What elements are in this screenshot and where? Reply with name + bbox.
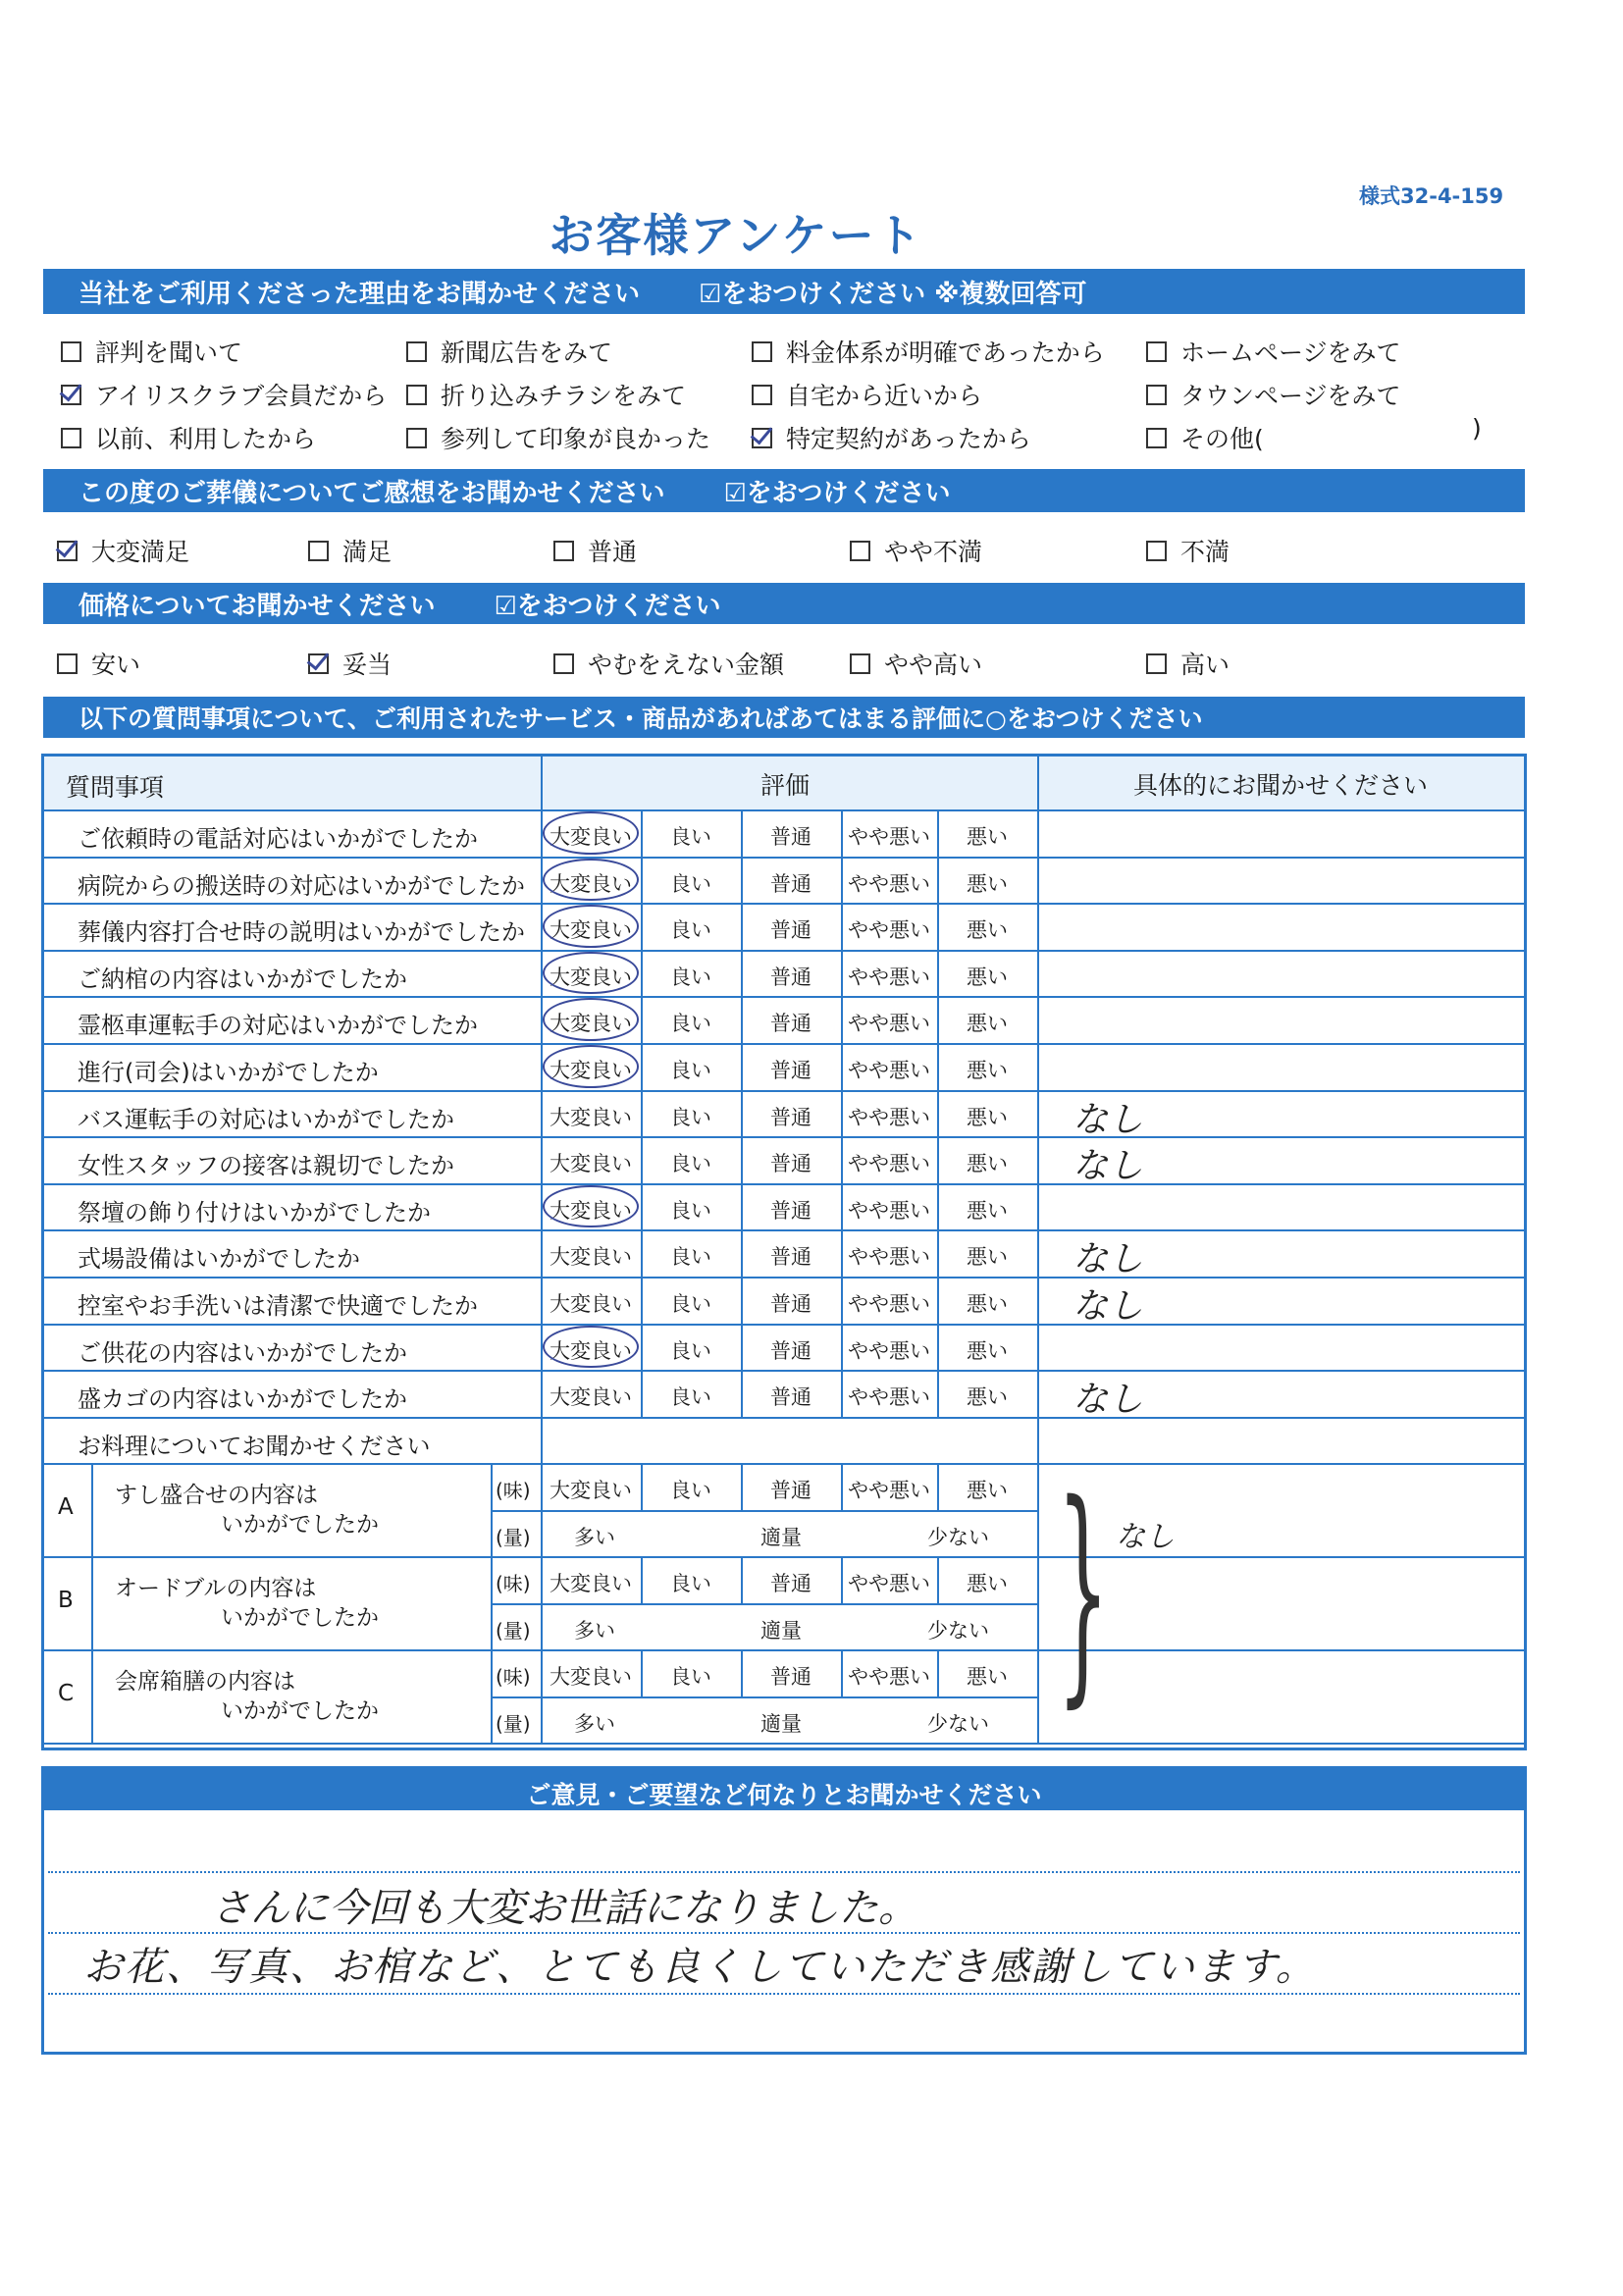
rating-section-header xyxy=(43,697,1525,738)
rating-option[interactable]: やや悪い xyxy=(848,1338,930,1363)
option-item[interactable] xyxy=(1146,377,1401,412)
impression-heading: この度のご葬儀についてご感想をお聞かせください xyxy=(79,478,665,508)
grid-line xyxy=(44,1324,1524,1326)
grid-line xyxy=(44,1229,1524,1231)
grid-line xyxy=(44,1136,1524,1138)
rating-option[interactable]: 悪い xyxy=(967,1152,1008,1176)
option-item[interactable] xyxy=(553,646,784,681)
grid-line xyxy=(44,1370,1524,1372)
food-question: いかがでしたか xyxy=(221,1512,379,1539)
checkbox[interactable] xyxy=(1146,541,1167,561)
option-label: 料金体系が明確であったから xyxy=(786,339,1105,367)
option-item[interactable] xyxy=(57,533,189,568)
rating-option[interactable]: 普通 xyxy=(770,1385,812,1410)
grid-line xyxy=(491,1696,1037,1698)
checkbox[interactable] xyxy=(553,653,574,674)
taste-label: (味) xyxy=(496,1665,531,1690)
rating-option[interactable]: 良い xyxy=(670,825,711,849)
rating-option[interactable]: 悪い xyxy=(967,1665,1008,1690)
option-label: 安い xyxy=(91,651,141,679)
rating-option[interactable]: 大変良い xyxy=(550,1572,632,1596)
option-label: 折り込みチラシをみて xyxy=(441,382,687,410)
question-label: 病院からの搬送時の対応はいかがでしたか xyxy=(78,871,525,900)
rating-option[interactable]: やや悪い xyxy=(848,1665,930,1690)
food-letter: A xyxy=(58,1494,74,1521)
other-close-paren: ) xyxy=(1472,414,1482,443)
grid-line xyxy=(491,1463,493,1743)
rating-option[interactable]: 良い xyxy=(670,1105,711,1129)
checkbox[interactable] xyxy=(308,653,329,674)
option-item[interactable] xyxy=(850,533,982,568)
rating-option[interactable]: 悪い xyxy=(967,1338,1008,1363)
quantity-option[interactable]: 適量 xyxy=(760,1525,802,1549)
food-question: いかがでしたか xyxy=(221,1698,379,1725)
question-label: ご供花の内容はいかがでしたか xyxy=(78,1338,407,1367)
checkbox[interactable] xyxy=(406,341,427,362)
rating-option[interactable]: やや悪い xyxy=(848,1479,930,1503)
rating-option[interactable]: 悪い xyxy=(967,1059,1008,1082)
detail-note: なし xyxy=(1073,1380,1144,1421)
form-number: 様式32-4-159 xyxy=(1359,184,1504,208)
question-label: ご納棺の内容はいかがでしたか xyxy=(78,965,407,993)
rating-option[interactable]: 悪い xyxy=(967,825,1008,849)
quantity-option[interactable]: 多い xyxy=(574,1711,615,1736)
impression-hint: ☑をおつけください xyxy=(723,478,951,508)
rating-option[interactable]: 大変良い xyxy=(550,871,632,896)
rating-option[interactable]: 普通 xyxy=(770,1665,812,1690)
rating-option[interactable]: 普通 xyxy=(770,1059,812,1082)
rating-option[interactable]: 普通 xyxy=(770,1292,812,1316)
checkbox[interactable] xyxy=(61,341,81,362)
option-item[interactable] xyxy=(61,377,387,412)
col-question-header: 質問事項 xyxy=(66,773,165,802)
option-item[interactable] xyxy=(406,377,686,412)
checkbox[interactable] xyxy=(57,653,78,674)
rating-option[interactable]: やや悪い xyxy=(848,1059,930,1082)
question-label: 女性スタッフの接客は親切でしたか xyxy=(78,1152,454,1180)
rating-table xyxy=(41,754,1527,1750)
rating-option[interactable]: やや悪い xyxy=(848,1012,930,1036)
brace-mark: } xyxy=(1057,1453,1110,1729)
rating-option[interactable]: 良い xyxy=(670,1338,711,1363)
rating-option[interactable]: 大変良い xyxy=(550,1338,632,1363)
option-item[interactable] xyxy=(1146,646,1230,681)
rating-option[interactable]: 普通 xyxy=(770,1479,812,1503)
quantity-label: (量) xyxy=(496,1525,531,1549)
rating-option[interactable]: 良い xyxy=(670,1479,711,1503)
option-item[interactable] xyxy=(57,646,140,681)
comment-heading: ご意見・ご要望など何なりとお聞かせください xyxy=(526,1781,1042,1809)
grid-line xyxy=(44,1463,1524,1465)
rating-option[interactable]: 普通 xyxy=(770,1012,812,1036)
rating-option[interactable]: 良い xyxy=(670,871,711,896)
rating-option[interactable]: 悪い xyxy=(967,1479,1008,1503)
checkbox[interactable] xyxy=(1146,653,1167,674)
quantity-option[interactable]: 少ない xyxy=(927,1525,989,1549)
rating-option[interactable]: 良い xyxy=(670,1572,711,1596)
rating-option[interactable]: 大変良い xyxy=(550,825,632,849)
option-item[interactable] xyxy=(61,334,242,369)
grid-line xyxy=(91,1463,93,1743)
rating-option[interactable]: 悪い xyxy=(967,1245,1008,1270)
rating-option[interactable]: やや悪い xyxy=(848,1572,930,1596)
option-item[interactable] xyxy=(1146,420,1264,455)
rating-option[interactable]: やや悪い xyxy=(848,871,930,896)
rating-option[interactable]: 良い xyxy=(670,1152,711,1176)
rating-option[interactable]: 普通 xyxy=(770,1338,812,1363)
rating-option[interactable]: やや悪い xyxy=(848,965,930,989)
reason-section-header xyxy=(43,269,1525,314)
comment-handwriting-1: さんに今回も大変お世話になりました。 xyxy=(211,1886,917,1931)
selected-rating-circle xyxy=(543,1045,639,1088)
quantity-option[interactable]: 適量 xyxy=(760,1618,802,1643)
selected-rating-circle xyxy=(543,952,639,995)
selected-rating-circle xyxy=(543,859,639,902)
rating-option[interactable]: 大変良い xyxy=(550,965,632,989)
rating-option[interactable]: 大変良い xyxy=(550,1152,632,1176)
grid-line xyxy=(44,809,1524,811)
rating-option[interactable]: 良い xyxy=(670,1059,711,1082)
comment-line xyxy=(48,1993,1520,1995)
option-item[interactable] xyxy=(308,533,392,568)
option-label: 普通 xyxy=(588,538,638,566)
option-label: タウンページをみて xyxy=(1180,382,1401,410)
checkbox[interactable] xyxy=(752,341,772,362)
option-label: やむをえない金額 xyxy=(588,651,785,679)
food-name: 会席箱膳の内容は xyxy=(115,1669,295,1696)
rating-option[interactable]: 悪い xyxy=(967,965,1008,989)
grid-line xyxy=(44,1090,1524,1092)
quantity-label: (量) xyxy=(496,1711,531,1736)
food-note: なし xyxy=(1116,1520,1175,1555)
selected-rating-circle xyxy=(543,811,639,855)
question-label: 控室やお手洗いは清潔で快適でしたか xyxy=(78,1292,478,1320)
rating-option[interactable]: 普通 xyxy=(770,1245,812,1270)
selected-rating-circle xyxy=(543,1326,639,1369)
question-label: 霊柩車運転手の対応はいかがでしたか xyxy=(78,1012,478,1040)
rating-option[interactable]: 大変良い xyxy=(550,1012,632,1036)
question-label: 祭壇の飾り付けはいかがでしたか xyxy=(78,1198,431,1226)
option-label: アイリスクラブ会員だから xyxy=(95,382,388,410)
food-question: いかがでしたか xyxy=(221,1605,379,1632)
grid-line xyxy=(44,1183,1524,1185)
rating-option[interactable]: 良い xyxy=(670,1198,711,1223)
food-name: オードブルの内容は xyxy=(115,1576,317,1602)
rating-option[interactable]: 良い xyxy=(670,1665,711,1690)
checkbox[interactable] xyxy=(57,541,78,561)
rating-option[interactable]: 悪い xyxy=(967,1385,1008,1410)
option-item[interactable] xyxy=(752,377,982,412)
option-item[interactable] xyxy=(752,420,1031,455)
comment-box xyxy=(41,1766,1527,2055)
option-label: 高い xyxy=(1180,651,1230,679)
price-section-header xyxy=(43,583,1525,624)
rating-option[interactable]: 悪い xyxy=(967,1198,1008,1223)
option-label: 自宅から近いから xyxy=(786,382,983,410)
food-name: すし盛合せの内容は xyxy=(115,1483,318,1509)
checkbox[interactable] xyxy=(850,541,870,561)
rating-option[interactable]: 悪い xyxy=(967,1572,1008,1596)
rating-option[interactable]: 普通 xyxy=(770,1152,812,1176)
col-rating-header: 評価 xyxy=(760,771,811,800)
option-label: 満足 xyxy=(342,538,393,566)
rating-option[interactable]: 大変良い xyxy=(550,1479,632,1503)
quantity-option[interactable]: 少ない xyxy=(927,1618,989,1643)
price-hint: ☑をおつけください xyxy=(494,591,721,621)
checkbox[interactable] xyxy=(850,653,870,674)
grid-line xyxy=(1037,757,1039,1743)
grid-line xyxy=(491,1510,1037,1512)
rating-option[interactable]: 良い xyxy=(670,1385,711,1410)
grid-line xyxy=(44,950,1524,952)
option-item[interactable] xyxy=(850,646,982,681)
rating-option[interactable]: 悪い xyxy=(967,1292,1008,1316)
rating-option[interactable]: 大変良い xyxy=(550,1665,632,1690)
option-label: 大変満足 xyxy=(91,538,190,566)
food-letter: B xyxy=(58,1588,74,1614)
checkbox[interactable] xyxy=(553,541,574,561)
quantity-option[interactable]: 多い xyxy=(574,1618,615,1643)
selected-rating-circle xyxy=(543,1185,639,1228)
rating-option[interactable]: 悪い xyxy=(967,1105,1008,1129)
option-item[interactable] xyxy=(406,420,710,455)
option-item[interactable] xyxy=(406,334,612,369)
rating-option[interactable]: 大変良い xyxy=(550,1385,632,1410)
option-label: 以前、利用したから xyxy=(95,425,317,453)
question-label: バス運転手の対応はいかがでしたか xyxy=(78,1105,454,1133)
option-label: やや高い xyxy=(884,651,983,679)
option-item[interactable] xyxy=(752,334,1105,369)
rating-option[interactable]: 普通 xyxy=(770,1572,812,1596)
question-label: 盛カゴの内容はいかがでしたか xyxy=(78,1385,407,1414)
option-label: 不満 xyxy=(1180,538,1230,566)
detail-note: なし xyxy=(1073,1146,1144,1187)
grid-line xyxy=(44,1277,1524,1278)
taste-label: (味) xyxy=(496,1572,531,1596)
rating-option[interactable]: やや悪い xyxy=(848,825,930,849)
question-label: 式場設備はいかがでしたか xyxy=(78,1245,360,1274)
rating-option[interactable]: 普通 xyxy=(770,965,812,989)
rating-option[interactable]: 悪い xyxy=(967,871,1008,896)
food-letter: C xyxy=(58,1681,75,1707)
rating-option[interactable]: 大変良い xyxy=(550,1198,632,1223)
option-label: 妥当 xyxy=(342,651,393,679)
reason-heading: 当社をご利用くださった理由をお聞かせください xyxy=(79,279,641,309)
option-item[interactable] xyxy=(308,646,392,681)
option-item[interactable] xyxy=(1146,334,1401,369)
checkbox[interactable] xyxy=(406,428,427,448)
rating-option[interactable]: やや悪い xyxy=(848,1198,930,1223)
rating-option[interactable]: やや悪い xyxy=(848,1292,930,1316)
rating-option[interactable]: やや悪い xyxy=(848,1152,930,1176)
grid-line xyxy=(44,857,1524,859)
checkbox[interactable] xyxy=(406,385,427,405)
rating-option[interactable]: 普通 xyxy=(770,825,812,849)
checkbox[interactable] xyxy=(1146,385,1167,405)
rating-option[interactable]: 良い xyxy=(670,1012,711,1036)
grid-line xyxy=(491,1603,1037,1605)
rating-heading: 以下の質問事項について、ご利用されたサービス・商品があればあてはまる評価に○をおつけください xyxy=(79,704,1203,733)
checkbox[interactable] xyxy=(1146,341,1167,362)
detail-note: なし xyxy=(1073,1286,1144,1327)
rating-option[interactable]: 大変良い xyxy=(550,1105,632,1129)
impression-section-header xyxy=(43,469,1525,512)
question-label: ご依頼時の電話対応はいかがでしたか xyxy=(78,825,478,853)
rating-option[interactable]: 悪い xyxy=(967,1012,1008,1036)
rating-option[interactable]: 普通 xyxy=(770,918,812,943)
reason-hint: ☑をおつけください ※複数回答可 xyxy=(699,279,1087,309)
selected-rating-circle xyxy=(543,998,639,1041)
rating-option[interactable]: 大変良い xyxy=(550,1292,632,1316)
checkbox[interactable] xyxy=(61,385,81,405)
price-heading: 価格についてお聞かせください xyxy=(79,591,436,621)
grid-line xyxy=(44,1043,1524,1045)
rating-option[interactable]: やや悪い xyxy=(848,1245,930,1270)
rating-option[interactable]: 良い xyxy=(670,1292,711,1316)
rating-option[interactable]: 普通 xyxy=(770,1198,812,1223)
rating-option[interactable]: やや悪い xyxy=(848,1385,930,1410)
option-item[interactable] xyxy=(1146,533,1230,568)
option-label: その他( xyxy=(1180,425,1264,453)
checkbox[interactable] xyxy=(752,385,772,405)
option-label: ホームページをみて xyxy=(1180,339,1401,367)
option-label: 参列して印象が良かった xyxy=(441,425,711,453)
detail-note: なし xyxy=(1073,1239,1144,1280)
rating-option[interactable]: 普通 xyxy=(770,871,812,896)
checkbox[interactable] xyxy=(61,428,81,448)
question-label: 進行(司会)はいかがでしたか xyxy=(78,1059,379,1086)
page-title: お客様アンケート xyxy=(549,209,923,262)
food-heading: お料理についてお聞かせください xyxy=(78,1432,431,1460)
comment-handwriting-2: お花、写真、お棺など、とても良くしていただき感謝しています。 xyxy=(83,1945,1317,1990)
checkbox[interactable] xyxy=(308,541,329,561)
grid-line xyxy=(44,1417,1524,1419)
rating-option[interactable]: 大変良い xyxy=(550,918,632,943)
rating-option[interactable]: 良い xyxy=(670,965,711,989)
grid-line xyxy=(44,1649,1524,1651)
option-item[interactable] xyxy=(553,533,637,568)
rating-option[interactable]: 悪い xyxy=(967,918,1008,943)
grid-line xyxy=(44,903,1524,905)
detail-note: なし xyxy=(1073,1099,1144,1140)
rating-option[interactable]: やや悪い xyxy=(848,1105,930,1129)
rating-option[interactable]: 普通 xyxy=(770,1105,812,1129)
quantity-option[interactable]: 少ない xyxy=(927,1711,989,1736)
rating-option[interactable]: やや悪い xyxy=(848,918,930,943)
option-label: やや不満 xyxy=(884,538,983,566)
comment-line xyxy=(48,1871,1520,1873)
question-label: 葬儀内容打合せ時の説明はいかがでしたか xyxy=(78,918,525,947)
rating-option[interactable]: 良い xyxy=(670,918,711,943)
quantity-label: (量) xyxy=(496,1618,531,1643)
quantity-option[interactable]: 適量 xyxy=(760,1711,802,1736)
col-detail-header: 具体的にお聞かせください xyxy=(1133,771,1429,800)
option-label: 評判を聞いて xyxy=(95,339,243,367)
quantity-option[interactable]: 多い xyxy=(574,1525,615,1549)
rating-option[interactable]: 良い xyxy=(670,1245,711,1270)
checkbox[interactable] xyxy=(752,428,772,448)
selected-rating-circle xyxy=(543,905,639,948)
option-label: 新聞広告をみて xyxy=(441,339,613,367)
rating-option[interactable]: 大変良い xyxy=(550,1245,632,1270)
grid-line xyxy=(44,1743,1524,1745)
option-label: 特定契約があったから xyxy=(786,425,1031,453)
grid-line xyxy=(44,996,1524,998)
taste-label: (味) xyxy=(496,1479,531,1503)
option-item[interactable] xyxy=(61,420,316,455)
grid-line xyxy=(44,1556,1524,1558)
checkbox[interactable] xyxy=(1146,428,1167,448)
rating-option[interactable]: 大変良い xyxy=(550,1059,632,1082)
